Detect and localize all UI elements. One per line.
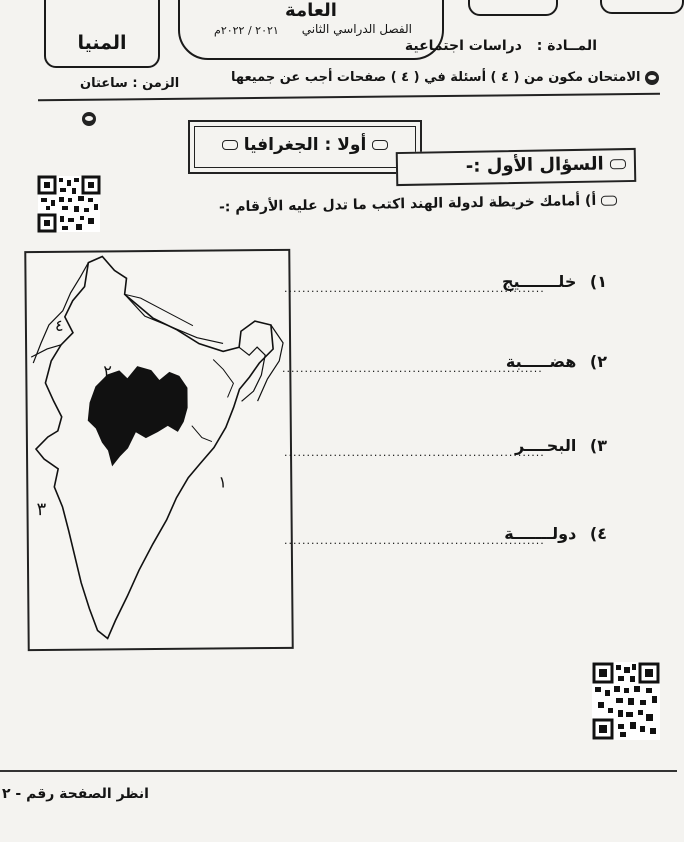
academic-year: ٢٠٢١ / ٢٠٢٢م	[214, 24, 279, 37]
answer-dots-2[interactable]: ..........................................................	[282, 362, 543, 375]
qr-code-bottom	[592, 662, 660, 740]
certificate-title: العامة	[285, 0, 337, 21]
instruction-bullet-icon	[601, 196, 617, 206]
map-label-2: ٢	[103, 361, 112, 381]
exam-time: الزمن : ساعتان	[80, 76, 180, 91]
governorate-box	[44, 0, 160, 68]
instruction-bullet	[82, 108, 96, 127]
india-map-drawing	[26, 251, 291, 649]
subject-name: دراسات اجتماعية	[404, 38, 522, 54]
answer-dots-4[interactable]: ..........................................................	[284, 534, 545, 547]
question-instruction	[219, 193, 617, 216]
answer-number-4: ٤)	[589, 524, 607, 543]
section-box	[188, 120, 422, 174]
section-box-inner	[194, 126, 416, 168]
answer-label-2: هضـــــبة	[505, 352, 577, 371]
exam-composition	[231, 70, 659, 85]
bullet-icon	[645, 71, 659, 85]
question-box	[396, 148, 637, 186]
subject-line	[405, 38, 597, 54]
divider-line	[38, 93, 660, 102]
section-title-text: أولا : الجغرافيا	[243, 135, 367, 155]
section-title	[195, 135, 415, 155]
answer-dots-3[interactable]: ..........................................................	[284, 446, 545, 459]
map-label-3: ٣	[36, 498, 47, 521]
india-map	[24, 249, 293, 651]
answer-label-4: دولـــــــة	[504, 524, 577, 543]
instruction-text: أ) أمامك خريطة لدولة الهند اكتب ما تدل عليه الأرقام :-	[218, 192, 597, 216]
qr-code-top	[38, 176, 100, 232]
question-title	[466, 153, 627, 177]
section-bullet-icon-2	[222, 140, 238, 150]
answer-dots-1[interactable]: ..........................................................	[284, 282, 545, 295]
term-label: الفصل الدراسي الثاني	[301, 22, 412, 36]
answer-label-1: خلـــــــيج	[501, 272, 577, 291]
question-title-text: السؤال الأول :-	[465, 153, 604, 177]
corner-box	[468, 0, 558, 16]
map-label-1: ١	[218, 472, 227, 492]
answer-number-3: ٣)	[589, 436, 607, 455]
bullet-icon-2	[82, 112, 96, 126]
subject-label: المــادة :	[536, 38, 597, 54]
map-label-4: ٤	[54, 315, 64, 335]
answer-number-1: ١)	[589, 272, 607, 291]
question-bullet-icon	[610, 159, 626, 169]
next-page-note: انظر الصفحة رقم - ٢	[2, 786, 149, 802]
footer-divider	[0, 770, 677, 772]
answer-label-3: البحــــر	[514, 436, 577, 455]
exam-composition-text: الامتحان مكون من ( ٤ ) أسئلة في ( ٤ ) صفحات أجب عن جميعها	[231, 70, 641, 85]
governorate-name: المنيا	[77, 32, 127, 54]
corner-box-right	[600, 0, 684, 14]
section-bullet-icon	[372, 140, 388, 150]
answer-number-2: ٢)	[589, 352, 607, 371]
